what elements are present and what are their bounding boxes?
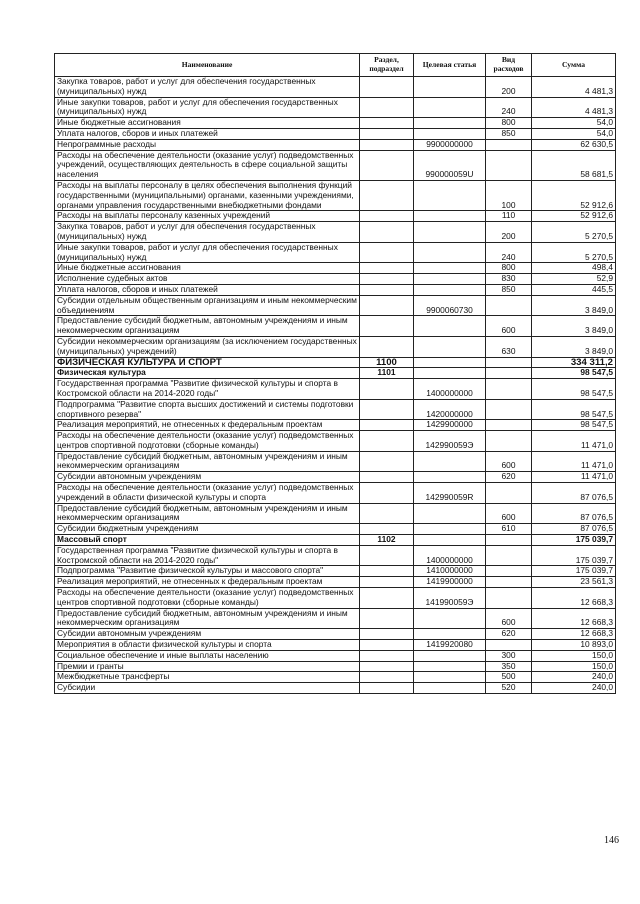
row-target-cell [414,118,486,129]
row-section-cell [360,451,414,472]
row-target-cell [414,524,486,535]
table-row [55,629,616,640]
row-name-cell: Закупка товаров, работ и услуг для обеспечения государственных (муниципальных) нужд [55,77,360,98]
row-section-cell [360,608,414,629]
row-target-cell: 1429900000 [414,420,486,431]
table-row [55,274,616,285]
row-name-cell: Субсидии автономным учреждениям [55,629,360,640]
table-row [55,451,616,472]
table-row [55,524,616,535]
row-sum-cell: 498,4 [532,263,616,274]
row-sum-cell: 58 681,5 [532,150,616,180]
row-section-cell [360,629,414,640]
row-target-cell [414,242,486,263]
row-target-cell [414,263,486,274]
row-type-cell: 800 [486,263,532,274]
row-target-cell: 142990059R [414,483,486,504]
row-sum-cell: 240,0 [532,672,616,683]
row-section-cell [360,284,414,295]
row-type-cell: 830 [486,274,532,285]
header-target: Целевая статья [414,54,486,77]
row-section-cell [360,242,414,263]
row-type-cell: 200 [486,77,532,98]
row-name-cell: Подпрограмма "Развитие спорта высших достижений и системы подготовки спортивного резерва" [55,399,360,420]
row-target-cell [414,451,486,472]
header-name: Наименование [55,54,360,77]
row-type-cell [486,483,532,504]
row-sum-cell: 5 270,5 [532,222,616,243]
row-type-cell [486,420,532,431]
row-type-cell: 240 [486,97,532,118]
table-row [55,566,616,577]
row-sum-cell: 3 849,0 [532,316,616,337]
row-name-cell: Расходы на выплаты персоналу казенных учреждений [55,211,360,222]
row-name-cell: Физическая культура [55,368,360,379]
row-name-cell: Расходы на обеспечение деятельности (оказание услуг) подведомственных учреждений в области физической культуры и спорта [55,483,360,504]
table-row [55,97,616,118]
row-name-cell: Государственная программа "Развитие физической культуры и спорта в Костромской области на 2014-2020 годы" [55,545,360,566]
row-name-cell: Уплата налогов, сборов и иных платежей [55,284,360,295]
row-sum-cell: 98 547,5 [532,379,616,400]
row-name-cell: Расходы на обеспечение деятельности (оказание услуг) подведомственных учреждений, осуществляющих деятельность в сфере социальной защиты населения [55,150,360,180]
row-name-cell: Иные закупки товаров, работ и услуг для обеспечения государственных (муниципальных) нужд [55,97,360,118]
row-name-cell: Иные закупки товаров, работ и услуг для обеспечения государственных (муниципальных) нужд [55,242,360,263]
row-section-cell [360,128,414,139]
table-row [55,608,616,629]
row-type-cell: 850 [486,128,532,139]
row-name-cell: Подпрограмма "Развитие физической культуры и массового спорта" [55,566,360,577]
table-row [55,420,616,431]
row-name-cell: Иные бюджетные ассигнования [55,118,360,129]
row-sum-cell: 62 630,5 [532,139,616,150]
table-row [55,431,616,452]
row-section-cell [360,483,414,504]
table-row [55,118,616,129]
table-row [55,545,616,566]
row-type-cell [486,566,532,577]
row-sum-cell: 11 471,0 [532,472,616,483]
row-target-cell [414,180,486,210]
row-type-cell [486,139,532,150]
row-name-cell: Предоставление субсидий бюджетным, автономным учреждениям и иным некоммерческим организациям [55,451,360,472]
row-sum-cell: 11 471,0 [532,431,616,452]
table-row [55,128,616,139]
row-sum-cell: 175 039,7 [532,566,616,577]
row-section-cell [360,503,414,524]
row-type-cell [486,640,532,651]
table-row [55,483,616,504]
row-section-cell [360,77,414,98]
row-type-cell [486,431,532,452]
row-target-cell [414,503,486,524]
row-section-cell [360,566,414,577]
row-name-cell: Непрограммные расходы [55,139,360,150]
row-section-cell [360,379,414,400]
row-name-cell: Расходы на обеспечение деятельности (оказание услуг) подведомственных центров спортивной подготовки (сборные команды) [55,431,360,452]
row-name-cell: Иные бюджетные ассигнования [55,263,360,274]
header-type: Вид расходов [486,54,532,77]
row-name-cell: Исполнение судебных актов [55,274,360,285]
row-type-cell: 850 [486,284,532,295]
table-row [55,211,616,222]
row-name-cell: Реализация мероприятий, не отнесенных к федеральным проектам [55,577,360,588]
row-type-cell: 300 [486,650,532,661]
row-name-cell: Субсидии отдельным общественным организациям и иным некоммерческим объединениям [55,295,360,316]
row-section-cell [360,316,414,337]
row-section-cell [360,661,414,672]
row-name-cell: Премии и гранты [55,661,360,672]
row-sum-cell: 5 270,5 [532,242,616,263]
row-section-cell [360,118,414,129]
row-type-cell [486,535,532,546]
row-type-cell: 520 [486,683,532,694]
table-row [55,284,616,295]
row-target-cell [414,608,486,629]
table-body [55,77,616,694]
row-type-cell: 600 [486,316,532,337]
row-section-cell [360,650,414,661]
table-row [55,379,616,400]
row-sum-cell: 11 471,0 [532,451,616,472]
row-section-cell [360,672,414,683]
row-type-cell [486,588,532,609]
row-name-cell: Предоставление субсидий бюджетным, автономным учреждениям и иным некоммерческим организациям [55,503,360,524]
row-name-cell: Субсидии автономным учреждениям [55,472,360,483]
row-section-cell: 1100 [360,357,414,368]
row-target-cell [414,661,486,672]
row-sum-cell: 4 481,3 [532,77,616,98]
table-row [55,77,616,98]
row-section-cell [360,431,414,452]
row-section-cell [360,640,414,651]
row-type-cell: 240 [486,242,532,263]
table-row [55,242,616,263]
row-sum-cell: 87 076,5 [532,524,616,535]
row-sum-cell: 150,0 [532,650,616,661]
row-name-cell: Государственная программа "Развитие физической культуры и спорта в Костромской области на 2014-2020 годы" [55,379,360,400]
row-type-cell: 110 [486,211,532,222]
header-sum: Сумма [532,54,616,77]
table-row [55,399,616,420]
budget-table [54,53,616,694]
row-type-cell [486,399,532,420]
row-sum-cell: 54,0 [532,118,616,129]
row-target-cell [414,535,486,546]
row-target-cell [414,128,486,139]
table-row [55,472,616,483]
row-target-cell [414,274,486,285]
row-sum-cell: 175 039,7 [532,535,616,546]
row-section-cell [360,472,414,483]
row-type-cell: 620 [486,629,532,640]
row-sum-cell: 175 039,7 [532,545,616,566]
row-target-cell: 9900000000 [414,139,486,150]
row-name-cell: Уплата налогов, сборов и иных платежей [55,128,360,139]
row-sum-cell: 98 547,5 [532,399,616,420]
row-target-cell [414,77,486,98]
row-section-cell [360,399,414,420]
row-type-cell: 600 [486,503,532,524]
row-sum-cell: 23 561,3 [532,577,616,588]
row-target-cell: 1419900000 [414,577,486,588]
table-row [55,683,616,694]
table-row [55,672,616,683]
row-name-cell: ФИЗИЧЕСКАЯ КУЛЬТУРА И СПОРТ [55,357,360,368]
row-sum-cell: 52,9 [532,274,616,285]
row-section-cell [360,263,414,274]
row-name-cell: Межбюджетные трансферты [55,672,360,683]
row-target-cell [414,97,486,118]
row-section-cell [360,420,414,431]
row-target-cell [414,316,486,337]
row-name-cell: Массовый спорт [55,535,360,546]
table-row [55,222,616,243]
row-sum-cell: 3 849,0 [532,295,616,316]
row-target-cell [414,368,486,379]
row-type-cell [486,357,532,368]
row-target-cell: 990000059U [414,150,486,180]
row-section-cell [360,336,414,357]
row-type-cell [486,150,532,180]
row-section-cell [360,211,414,222]
row-target-cell: 1419920080 [414,640,486,651]
table-row [55,577,616,588]
row-target-cell [414,284,486,295]
row-target-cell [414,357,486,368]
row-name-cell: Мероприятия в области физической культуры и спорта [55,640,360,651]
row-type-cell: 200 [486,222,532,243]
row-sum-cell: 4 481,3 [532,97,616,118]
row-section-cell [360,139,414,150]
row-target-cell: 1400000000 [414,545,486,566]
row-name-cell: Расходы на выплаты персоналу в целях обеспечения выполнения функций государственными (муниципальными) органами, казенными учреждениями, органами управления государственными внебюджетными фондами [55,180,360,210]
row-section-cell [360,683,414,694]
table-row [55,150,616,180]
row-sum-cell: 98 547,5 [532,368,616,379]
table-row [55,336,616,357]
row-target-cell [414,629,486,640]
row-sum-cell: 52 912,6 [532,211,616,222]
row-target-cell: 1410000000 [414,566,486,577]
row-type-cell [486,295,532,316]
row-type-cell: 610 [486,524,532,535]
table-row [55,640,616,651]
row-type-cell: 600 [486,608,532,629]
row-type-cell: 350 [486,661,532,672]
budget-page [54,53,615,694]
row-sum-cell: 150,0 [532,661,616,672]
table-row [55,357,616,368]
row-sum-cell: 3 849,0 [532,336,616,357]
row-section-cell [360,180,414,210]
row-target-cell [414,472,486,483]
row-sum-cell: 12 668,3 [532,588,616,609]
row-name-cell: Расходы на обеспечение деятельности (оказание услуг) подведомственных центров спортивной подготовки (сборные команды) [55,588,360,609]
row-sum-cell: 334 311,2 [532,357,616,368]
page-number: 146 [604,835,619,846]
table-row [55,650,616,661]
table-row [55,588,616,609]
row-name-cell: Субсидии бюджетным учреждениям [55,524,360,535]
row-section-cell [360,577,414,588]
row-target-cell: 9900060730 [414,295,486,316]
row-target-cell: 142990059Э [414,431,486,452]
row-section-cell [360,524,414,535]
header-section: Раздел, подраздел [360,54,414,77]
row-sum-cell: 52 912,6 [532,180,616,210]
row-section-cell [360,150,414,180]
table-row [55,316,616,337]
row-sum-cell: 87 076,5 [532,483,616,504]
table-row [55,661,616,672]
row-name-cell: Социальное обеспечение и иные выплаты населению [55,650,360,661]
row-type-cell [486,577,532,588]
row-section-cell [360,588,414,609]
row-type-cell: 600 [486,451,532,472]
table-row [55,535,616,546]
row-sum-cell: 12 668,3 [532,629,616,640]
row-sum-cell: 240,0 [532,683,616,694]
row-section-cell: 1102 [360,535,414,546]
row-target-cell [414,672,486,683]
row-type-cell: 630 [486,336,532,357]
row-sum-cell: 87 076,5 [532,503,616,524]
table-row [55,368,616,379]
row-target-cell: 141990059Э [414,588,486,609]
row-target-cell: 1400000000 [414,379,486,400]
row-type-cell: 800 [486,118,532,129]
row-name-cell: Реализация мероприятий, не отнесенных к федеральным проектам [55,420,360,431]
row-target-cell [414,211,486,222]
row-section-cell [360,545,414,566]
row-name-cell: Субсидии некоммерческим организациям (за исключением государственных (муниципальных) учреждений) [55,336,360,357]
row-type-cell: 500 [486,672,532,683]
table-row [55,180,616,210]
row-type-cell [486,545,532,566]
row-section-cell: 1101 [360,368,414,379]
row-name-cell: Предоставление субсидий бюджетным, автономным учреждениям и иным некоммерческим организациям [55,608,360,629]
row-sum-cell: 12 668,3 [532,608,616,629]
row-target-cell [414,222,486,243]
table-row [55,503,616,524]
row-section-cell [360,274,414,285]
row-sum-cell: 10 893,0 [532,640,616,651]
row-type-cell [486,368,532,379]
row-target-cell: 1420000000 [414,399,486,420]
row-target-cell [414,336,486,357]
row-section-cell [360,295,414,316]
table-header-row [55,54,616,77]
row-type-cell: 620 [486,472,532,483]
row-sum-cell: 54,0 [532,128,616,139]
row-name-cell: Субсидии [55,683,360,694]
row-target-cell [414,683,486,694]
table-row [55,263,616,274]
row-type-cell [486,379,532,400]
row-type-cell: 100 [486,180,532,210]
row-target-cell [414,650,486,661]
row-name-cell: Предоставление субсидий бюджетным, автономным учреждениям и иным некоммерческим организациям [55,316,360,337]
row-sum-cell: 445,5 [532,284,616,295]
table-row [55,295,616,316]
row-name-cell: Закупка товаров, работ и услуг для обеспечения государственных (муниципальных) нужд [55,222,360,243]
row-section-cell [360,97,414,118]
row-section-cell [360,222,414,243]
row-sum-cell: 98 547,5 [532,420,616,431]
table-row [55,139,616,150]
